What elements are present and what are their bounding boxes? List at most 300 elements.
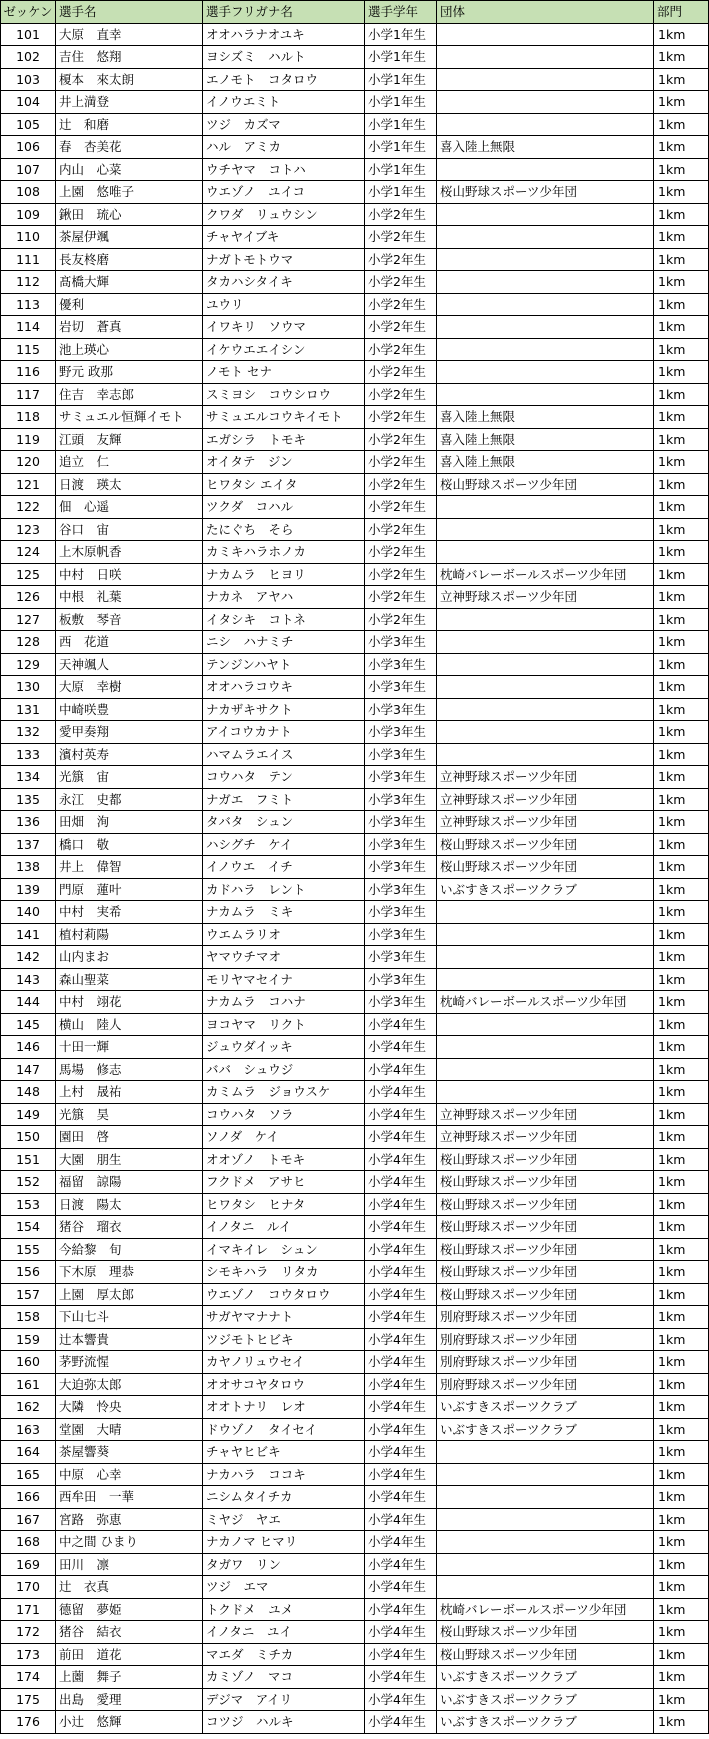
grade-cell: 小学4年生: [365, 1463, 437, 1486]
team-cell: [437, 203, 654, 226]
division-cell: 1km: [654, 203, 709, 226]
division-cell: 1km: [654, 1508, 709, 1531]
zekken-cell: 170: [1, 1576, 56, 1599]
division-cell: 1km: [654, 608, 709, 631]
table-row: [1, 1171, 709, 1194]
athlete-name-cell: サミュエル恒輝イモト: [56, 406, 203, 429]
table-row: [1, 1666, 709, 1689]
zekken-cell: 139: [1, 878, 56, 901]
table-row: [1, 1216, 709, 1239]
furigana-cell: ヒワタシ エイタ: [203, 473, 365, 496]
division-cell: 1km: [654, 1013, 709, 1036]
grade-cell: 小学2年生: [365, 316, 437, 339]
grade-cell: 小学2年生: [365, 271, 437, 294]
grade-cell: 小学3年生: [365, 631, 437, 654]
division-cell: 1km: [654, 248, 709, 271]
table-row: [1, 1238, 709, 1261]
grade-cell: 小学3年生: [365, 676, 437, 699]
zekken-cell: 148: [1, 1081, 56, 1104]
grade-cell: 小学4年生: [365, 1036, 437, 1059]
zekken-cell: 114: [1, 316, 56, 339]
division-cell: 1km: [654, 1148, 709, 1171]
furigana-cell: ツクダ コハル: [203, 496, 365, 519]
zekken-cell: 102: [1, 46, 56, 69]
furigana-cell: オオハラナオユキ: [203, 23, 365, 46]
grade-cell: 小学4年生: [365, 1373, 437, 1396]
furigana-cell: ヤマウチマオ: [203, 946, 365, 969]
furigana-cell: デジマ アイリ: [203, 1688, 365, 1711]
division-cell: 1km: [654, 1396, 709, 1419]
zekken-cell: 157: [1, 1283, 56, 1306]
zekken-cell: 120: [1, 451, 56, 474]
zekken-cell: 151: [1, 1148, 56, 1171]
furigana-cell: ナガトモトウマ: [203, 248, 365, 271]
division-cell: 1km: [654, 721, 709, 744]
furigana-cell: ツジモトヒビキ: [203, 1328, 365, 1351]
grade-cell: 小学3年生: [365, 968, 437, 991]
furigana-cell: オオサコヤタロウ: [203, 1373, 365, 1396]
grade-cell: 小学4年生: [365, 1418, 437, 1441]
zekken-cell: 142: [1, 946, 56, 969]
team-cell: [437, 1531, 654, 1554]
furigana-cell: エガシラ トモキ: [203, 428, 365, 451]
team-cell: [437, 541, 654, 564]
zekken-cell: 154: [1, 1216, 56, 1239]
table-row: [1, 1306, 709, 1329]
athlete-name-cell: 森山聖菜: [56, 968, 203, 991]
team-cell: [437, 271, 654, 294]
furigana-cell: イノウエミト: [203, 91, 365, 114]
table-row: [1, 721, 709, 744]
athlete-name-cell: 上木原帆香: [56, 541, 203, 564]
grade-cell: 小学1年生: [365, 181, 437, 204]
header-athlete-name: 選手名: [56, 1, 203, 24]
grade-cell: 小学2年生: [365, 563, 437, 586]
team-cell: [437, 338, 654, 361]
athlete-name-cell: 中村 日咲: [56, 563, 203, 586]
team-cell: 桜山野球スポーツ少年団: [437, 181, 654, 204]
athlete-name-cell: 大原 直幸: [56, 23, 203, 46]
zekken-cell: 135: [1, 788, 56, 811]
grade-cell: 小学4年生: [365, 1238, 437, 1261]
table-row: [1, 1531, 709, 1554]
athlete-name-cell: 出島 愛理: [56, 1688, 203, 1711]
zekken-cell: 162: [1, 1396, 56, 1419]
team-cell: 桜山野球スポーツ少年団: [437, 1238, 654, 1261]
zekken-cell: 138: [1, 856, 56, 879]
athlete-name-cell: 佃 心遥: [56, 496, 203, 519]
grade-cell: 小学3年生: [365, 721, 437, 744]
table-row: [1, 1553, 709, 1576]
team-cell: 桜山野球スポーツ少年団: [437, 1193, 654, 1216]
grade-cell: 小学4年生: [365, 1553, 437, 1576]
table-row: [1, 1463, 709, 1486]
team-cell: 喜入陸上無限: [437, 451, 654, 474]
table-row: [1, 1621, 709, 1644]
grade-cell: 小学4年生: [365, 1171, 437, 1194]
grade-cell: 小学4年生: [365, 1351, 437, 1374]
zekken-cell: 107: [1, 158, 56, 181]
division-cell: 1km: [654, 316, 709, 339]
table-row: [1, 203, 709, 226]
table-row: [1, 766, 709, 789]
division-cell: 1km: [654, 1666, 709, 1689]
team-cell: いぶすきスポーツクラブ: [437, 1666, 654, 1689]
athlete-name-cell: 榎本 來太朗: [56, 68, 203, 91]
athlete-name-cell: 光簱 昊: [56, 1103, 203, 1126]
division-cell: 1km: [654, 226, 709, 249]
team-cell: [437, 91, 654, 114]
zekken-cell: 116: [1, 361, 56, 384]
table-row: [1, 271, 709, 294]
furigana-cell: カミゾノ マコ: [203, 1666, 365, 1689]
table-row: [1, 383, 709, 406]
team-cell: [437, 608, 654, 631]
table-row: [1, 361, 709, 384]
division-cell: 1km: [654, 586, 709, 609]
table-row: [1, 316, 709, 339]
furigana-cell: イノウエ イチ: [203, 856, 365, 879]
athlete-name-cell: 辻本響貴: [56, 1328, 203, 1351]
athlete-name-cell: 大原 幸樹: [56, 676, 203, 699]
team-cell: [437, 1058, 654, 1081]
furigana-cell: イノタニ ユイ: [203, 1621, 365, 1644]
furigana-cell: トクドメ ユメ: [203, 1598, 365, 1621]
furigana-cell: スミヨシ コウシロウ: [203, 383, 365, 406]
grade-cell: 小学3年生: [365, 901, 437, 924]
table-row: [1, 136, 709, 159]
division-cell: 1km: [654, 968, 709, 991]
grade-cell: 小学4年生: [365, 1711, 437, 1734]
athlete-name-cell: 十田一輝: [56, 1036, 203, 1059]
table-row: [1, 811, 709, 834]
division-cell: 1km: [654, 451, 709, 474]
table-row: [1, 878, 709, 901]
grade-cell: 小学1年生: [365, 158, 437, 181]
furigana-cell: イノタニ ルイ: [203, 1216, 365, 1239]
grade-cell: 小学2年生: [365, 338, 437, 361]
athlete-name-cell: 堂園 大晴: [56, 1418, 203, 1441]
furigana-cell: ツジ エマ: [203, 1576, 365, 1599]
athlete-name-cell: 上園 厚太郎: [56, 1283, 203, 1306]
athlete-name-cell: 德留 夢姫: [56, 1598, 203, 1621]
grade-cell: 小学4年生: [365, 1081, 437, 1104]
grade-cell: 小学2年生: [365, 383, 437, 406]
division-cell: 1km: [654, 406, 709, 429]
furigana-cell: サガヤマナナト: [203, 1306, 365, 1329]
grade-cell: 小学2年生: [365, 361, 437, 384]
team-cell: [437, 158, 654, 181]
table-row: [1, 631, 709, 654]
team-cell: [437, 113, 654, 136]
team-cell: [437, 946, 654, 969]
zekken-cell: 115: [1, 338, 56, 361]
table-row: [1, 923, 709, 946]
team-cell: [437, 676, 654, 699]
division-cell: 1km: [654, 1418, 709, 1441]
furigana-cell: ナカムラ ミキ: [203, 901, 365, 924]
athlete-name-cell: 鍬田 琉心: [56, 203, 203, 226]
table-row: [1, 788, 709, 811]
furigana-cell: オオゾノ トモキ: [203, 1148, 365, 1171]
division-cell: 1km: [654, 1193, 709, 1216]
zekken-cell: 127: [1, 608, 56, 631]
athlete-name-cell: 前田 道花: [56, 1643, 203, 1666]
team-cell: [437, 316, 654, 339]
athlete-name-cell: 井上 偉智: [56, 856, 203, 879]
grade-cell: 小学3年生: [365, 833, 437, 856]
athlete-name-cell: 永江 史都: [56, 788, 203, 811]
team-cell: [437, 653, 654, 676]
zekken-cell: 122: [1, 496, 56, 519]
athlete-name-cell: 植村莉陽: [56, 923, 203, 946]
grade-cell: 小学1年生: [365, 46, 437, 69]
furigana-cell: エノモト コタロウ: [203, 68, 365, 91]
furigana-cell: ミヤジ ヤエ: [203, 1508, 365, 1531]
table-row: [1, 946, 709, 969]
team-cell: [437, 383, 654, 406]
team-cell: 桜山野球スポーツ少年団: [437, 1283, 654, 1306]
team-cell: [437, 46, 654, 69]
athlete-name-cell: 茶屋伊颯: [56, 226, 203, 249]
athlete-name-cell: 濱村英寿: [56, 743, 203, 766]
division-cell: 1km: [654, 1486, 709, 1509]
division-cell: 1km: [654, 113, 709, 136]
team-cell: 枕崎バレーボールスポーツ少年団: [437, 991, 654, 1014]
table-row: [1, 586, 709, 609]
furigana-cell: イマキイレ シュン: [203, 1238, 365, 1261]
team-cell: 喜入陸上無限: [437, 136, 654, 159]
division-cell: 1km: [654, 1531, 709, 1554]
division-cell: 1km: [654, 1373, 709, 1396]
zekken-cell: 140: [1, 901, 56, 924]
team-cell: [437, 1036, 654, 1059]
grade-cell: 小学4年生: [365, 1666, 437, 1689]
furigana-cell: ウエゾノ コウタロウ: [203, 1283, 365, 1306]
zekken-cell: 128: [1, 631, 56, 654]
division-cell: 1km: [654, 338, 709, 361]
team-cell: [437, 1013, 654, 1036]
team-cell: [437, 1441, 654, 1464]
athlete-name-cell: 小辻 悠輝: [56, 1711, 203, 1734]
team-cell: 枕崎バレーボールスポーツ少年団: [437, 1598, 654, 1621]
zekken-cell: 117: [1, 383, 56, 406]
zekken-cell: 149: [1, 1103, 56, 1126]
division-cell: 1km: [654, 361, 709, 384]
grade-cell: 小学2年生: [365, 496, 437, 519]
furigana-cell: マエダ ミチカ: [203, 1643, 365, 1666]
zekken-cell: 112: [1, 271, 56, 294]
team-cell: 立神野球スポーツ少年団: [437, 788, 654, 811]
zekken-cell: 166: [1, 1486, 56, 1509]
table-row: [1, 968, 709, 991]
table-row: [1, 46, 709, 69]
division-cell: 1km: [654, 1553, 709, 1576]
athlete-name-cell: 門原 蓮叶: [56, 878, 203, 901]
athlete-name-cell: 長友柊磨: [56, 248, 203, 271]
header-athlete-furigana: 選手フリガナ名: [203, 1, 365, 24]
athlete-name-cell: 吉住 悠翔: [56, 46, 203, 69]
furigana-cell: ジュウダイッキ: [203, 1036, 365, 1059]
table-row: [1, 496, 709, 519]
grade-cell: 小学4年生: [365, 1193, 437, 1216]
team-cell: [437, 248, 654, 271]
table-row: [1, 473, 709, 496]
team-cell: [437, 1508, 654, 1531]
table-row: [1, 1148, 709, 1171]
division-cell: 1km: [654, 1643, 709, 1666]
division-cell: 1km: [654, 541, 709, 564]
division-cell: 1km: [654, 1058, 709, 1081]
division-cell: 1km: [654, 1711, 709, 1734]
grade-cell: 小学2年生: [365, 451, 437, 474]
furigana-cell: カヤノリュウセイ: [203, 1351, 365, 1374]
athlete-name-cell: 辻 衣真: [56, 1576, 203, 1599]
grade-cell: 小学3年生: [365, 766, 437, 789]
table-row: [1, 91, 709, 114]
table-row: [1, 676, 709, 699]
athlete-name-cell: 大隣 怜央: [56, 1396, 203, 1419]
grade-cell: 小学4年生: [365, 1643, 437, 1666]
zekken-cell: 164: [1, 1441, 56, 1464]
athlete-name-cell: 上薗 舞子: [56, 1666, 203, 1689]
team-cell: [437, 1553, 654, 1576]
table-row: [1, 1351, 709, 1374]
division-cell: 1km: [654, 46, 709, 69]
furigana-cell: タガワ リン: [203, 1553, 365, 1576]
table-row: [1, 653, 709, 676]
athlete-name-cell: 上村 晟祐: [56, 1081, 203, 1104]
athlete-name-cell: 猪谷 瑠衣: [56, 1216, 203, 1239]
zekken-cell: 130: [1, 676, 56, 699]
table-row: [1, 1126, 709, 1149]
division-cell: 1km: [654, 158, 709, 181]
grade-cell: 小学4年生: [365, 1328, 437, 1351]
zekken-cell: 167: [1, 1508, 56, 1531]
zekken-cell: 163: [1, 1418, 56, 1441]
table-row: [1, 1081, 709, 1104]
zekken-cell: 126: [1, 586, 56, 609]
zekken-cell: 121: [1, 473, 56, 496]
furigana-cell: カミキハラホノカ: [203, 541, 365, 564]
division-cell: 1km: [654, 136, 709, 159]
grade-cell: 小学4年生: [365, 1508, 437, 1531]
athlete-name-cell: 上園 悠唯子: [56, 181, 203, 204]
athlete-name-cell: 天神颯人: [56, 653, 203, 676]
furigana-cell: ハル アミカ: [203, 136, 365, 159]
athlete-name-cell: 福留 諒陽: [56, 1171, 203, 1194]
athlete-name-cell: 岩切 蒼真: [56, 316, 203, 339]
grade-cell: 小学4年生: [365, 1261, 437, 1284]
athlete-name-cell: 中根 礼葉: [56, 586, 203, 609]
furigana-cell: ハマムラエイス: [203, 743, 365, 766]
table-row: [1, 698, 709, 721]
furigana-cell: ノモト セナ: [203, 361, 365, 384]
grade-cell: 小学3年生: [365, 991, 437, 1014]
furigana-cell: ニシムタイチカ: [203, 1486, 365, 1509]
zekken-cell: 144: [1, 991, 56, 1014]
athlete-name-cell: 辻 和磨: [56, 113, 203, 136]
athlete-name-cell: 中村 翊花: [56, 991, 203, 1014]
team-cell: いぶすきスポーツクラブ: [437, 1418, 654, 1441]
table-row: [1, 158, 709, 181]
furigana-cell: アイコウカナト: [203, 721, 365, 744]
zekken-cell: 103: [1, 68, 56, 91]
zekken-cell: 106: [1, 136, 56, 159]
zekken-cell: 155: [1, 1238, 56, 1261]
grade-cell: 小学1年生: [365, 113, 437, 136]
furigana-cell: イタシキ コトネ: [203, 608, 365, 631]
zekken-cell: 171: [1, 1598, 56, 1621]
division-cell: 1km: [654, 788, 709, 811]
team-cell: 立神野球スポーツ少年団: [437, 811, 654, 834]
grade-cell: 小学3年生: [365, 653, 437, 676]
grade-cell: 小学4年生: [365, 1688, 437, 1711]
division-cell: 1km: [654, 811, 709, 834]
division-cell: 1km: [654, 766, 709, 789]
division-cell: 1km: [654, 1328, 709, 1351]
division-cell: 1km: [654, 1621, 709, 1644]
division-cell: 1km: [654, 91, 709, 114]
grade-cell: 小学2年生: [365, 473, 437, 496]
grade-cell: 小学3年生: [365, 923, 437, 946]
division-cell: 1km: [654, 1441, 709, 1464]
table-row: [1, 1711, 709, 1734]
athlete-name-cell: 田畑 洵: [56, 811, 203, 834]
grade-cell: 小学4年生: [365, 1126, 437, 1149]
division-cell: 1km: [654, 1126, 709, 1149]
zekken-cell: 133: [1, 743, 56, 766]
athlete-name-cell: 茶屋響葵: [56, 1441, 203, 1464]
zekken-cell: 174: [1, 1666, 56, 1689]
athlete-name-cell: 園田 啓: [56, 1126, 203, 1149]
team-cell: 別府野球スポーツ少年団: [437, 1351, 654, 1374]
grade-cell: 小学4年生: [365, 1396, 437, 1419]
division-cell: 1km: [654, 1688, 709, 1711]
division-cell: 1km: [654, 518, 709, 541]
table-row: [1, 1643, 709, 1666]
furigana-cell: ナカムラ ヒヨリ: [203, 563, 365, 586]
zekken-cell: 137: [1, 833, 56, 856]
division-cell: 1km: [654, 68, 709, 91]
athlete-name-cell: 山内まお: [56, 946, 203, 969]
team-cell: [437, 1486, 654, 1509]
table-row: [1, 833, 709, 856]
team-cell: [437, 23, 654, 46]
grade-cell: 小学1年生: [365, 68, 437, 91]
team-cell: [437, 496, 654, 519]
zekken-cell: 160: [1, 1351, 56, 1374]
division-cell: 1km: [654, 1261, 709, 1284]
zekken-cell: 175: [1, 1688, 56, 1711]
zekken-cell: 168: [1, 1531, 56, 1554]
athlete-name-cell: 日渡 陽太: [56, 1193, 203, 1216]
athlete-name-cell: 中崎咲豊: [56, 698, 203, 721]
team-cell: [437, 923, 654, 946]
team-cell: [437, 1463, 654, 1486]
athlete-name-cell: 住吉 幸志郎: [56, 383, 203, 406]
athlete-name-cell: 野元 政那: [56, 361, 203, 384]
grade-cell: 小学2年生: [365, 586, 437, 609]
grade-cell: 小学4年生: [365, 1486, 437, 1509]
athlete-name-cell: 江頭 友輝: [56, 428, 203, 451]
furigana-cell: ユウリ: [203, 293, 365, 316]
grade-cell: 小学4年生: [365, 1216, 437, 1239]
division-cell: 1km: [654, 1081, 709, 1104]
furigana-cell: ナカハラ ココキ: [203, 1463, 365, 1486]
athlete-name-cell: 中之間 ひまり: [56, 1531, 203, 1554]
zekken-cell: 113: [1, 293, 56, 316]
